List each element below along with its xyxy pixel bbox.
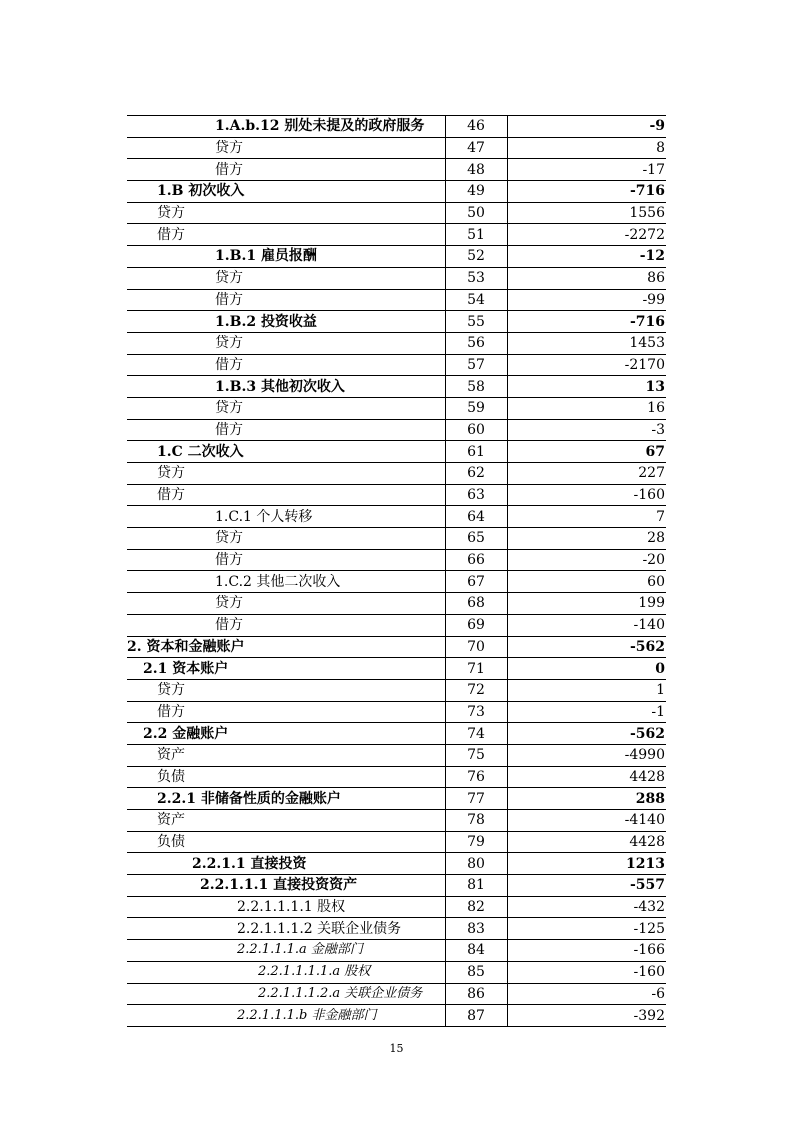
row-value: -4990 bbox=[507, 744, 666, 766]
table-row bbox=[127, 419, 666, 441]
row-line-number: 47 bbox=[445, 137, 507, 159]
row-line-number: 72 bbox=[445, 679, 507, 701]
table-row bbox=[127, 354, 666, 376]
row-label: 2.2.1.1.1.2.a 关联企业债务 bbox=[127, 983, 445, 1005]
row-value: 199 bbox=[507, 593, 666, 615]
row-line-number: 78 bbox=[445, 810, 507, 832]
row-label: 借方 bbox=[127, 701, 445, 723]
table-row bbox=[127, 181, 666, 203]
row-value: 0 bbox=[507, 658, 666, 680]
table-row bbox=[127, 614, 666, 636]
table-row bbox=[127, 506, 666, 528]
row-value: 67 bbox=[507, 441, 666, 463]
row-value: 7 bbox=[507, 506, 666, 528]
row-value: 16 bbox=[507, 397, 666, 419]
row-label: 1.C 二次收入 bbox=[127, 441, 445, 463]
row-value: -12 bbox=[507, 246, 666, 268]
row-label: 借方 bbox=[127, 419, 445, 441]
row-label: 2.2.1 非储备性质的金融账户 bbox=[127, 788, 445, 810]
table-row bbox=[127, 116, 666, 138]
table-row bbox=[127, 571, 666, 593]
table-row bbox=[127, 744, 666, 766]
table-row bbox=[127, 896, 666, 918]
table-row bbox=[127, 137, 666, 159]
table-row bbox=[127, 267, 666, 289]
row-value: -125 bbox=[507, 918, 666, 940]
row-line-number: 58 bbox=[445, 376, 507, 398]
row-value: 8 bbox=[507, 137, 666, 159]
row-label: 2.1 资本账户 bbox=[127, 658, 445, 680]
row-label: 2.2.1.1.1.b 非金融部门 bbox=[127, 1005, 445, 1027]
table-row bbox=[127, 397, 666, 419]
row-line-number: 82 bbox=[445, 896, 507, 918]
row-line-number: 57 bbox=[445, 354, 507, 376]
table-row bbox=[127, 766, 666, 788]
row-label: 1.A.b.12 别处未提及的政府服务 bbox=[127, 116, 445, 138]
row-line-number: 81 bbox=[445, 875, 507, 897]
row-value: -9 bbox=[507, 116, 666, 138]
row-line-number: 61 bbox=[445, 441, 507, 463]
row-line-number: 59 bbox=[445, 397, 507, 419]
page-number: 15 bbox=[389, 1042, 404, 1055]
table-row bbox=[127, 593, 666, 615]
row-value: -4140 bbox=[507, 810, 666, 832]
table-row bbox=[127, 853, 666, 875]
row-line-number: 67 bbox=[445, 571, 507, 593]
row-label: 1.B.2 投资收益 bbox=[127, 311, 445, 333]
row-label: 借方 bbox=[127, 484, 445, 506]
row-line-number: 50 bbox=[445, 202, 507, 224]
row-label: 2.2 金融账户 bbox=[127, 723, 445, 745]
row-line-number: 75 bbox=[445, 744, 507, 766]
table-body bbox=[127, 116, 666, 1027]
row-value: -562 bbox=[507, 723, 666, 745]
row-value: 4428 bbox=[507, 766, 666, 788]
row-value: -3 bbox=[507, 419, 666, 441]
row-line-number: 73 bbox=[445, 701, 507, 723]
table-row bbox=[127, 918, 666, 940]
row-line-number: 64 bbox=[445, 506, 507, 528]
table-row bbox=[127, 549, 666, 571]
row-label: 贷方 bbox=[127, 397, 445, 419]
row-value: -160 bbox=[507, 961, 666, 983]
table-row bbox=[127, 810, 666, 832]
row-label: 1.B.1 雇员报酬 bbox=[127, 246, 445, 268]
table-row bbox=[127, 376, 666, 398]
row-value: -6 bbox=[507, 983, 666, 1005]
row-value: 1453 bbox=[507, 332, 666, 354]
row-line-number: 80 bbox=[445, 853, 507, 875]
row-line-number: 85 bbox=[445, 961, 507, 983]
table-row bbox=[127, 202, 666, 224]
table-row bbox=[127, 875, 666, 897]
row-label: 借方 bbox=[127, 224, 445, 246]
row-line-number: 51 bbox=[445, 224, 507, 246]
row-value: -2170 bbox=[507, 354, 666, 376]
row-line-number: 83 bbox=[445, 918, 507, 940]
row-label: 贷方 bbox=[127, 267, 445, 289]
row-value: 288 bbox=[507, 788, 666, 810]
row-label: 1.C.1 个人转移 bbox=[127, 506, 445, 528]
row-line-number: 60 bbox=[445, 419, 507, 441]
table-row bbox=[127, 463, 666, 485]
row-line-number: 62 bbox=[445, 463, 507, 485]
row-value: -99 bbox=[507, 289, 666, 311]
row-label: 资产 bbox=[127, 810, 445, 832]
row-label: 1.C.2 其他二次收入 bbox=[127, 571, 445, 593]
table-row bbox=[127, 441, 666, 463]
row-line-number: 84 bbox=[445, 940, 507, 962]
row-label: 负债 bbox=[127, 766, 445, 788]
row-value: -557 bbox=[507, 875, 666, 897]
row-line-number: 46 bbox=[445, 116, 507, 138]
row-line-number: 66 bbox=[445, 549, 507, 571]
row-line-number: 53 bbox=[445, 267, 507, 289]
row-line-number: 63 bbox=[445, 484, 507, 506]
row-value: -160 bbox=[507, 484, 666, 506]
row-value: -392 bbox=[507, 1005, 666, 1027]
row-value: 86 bbox=[507, 267, 666, 289]
row-line-number: 65 bbox=[445, 528, 507, 550]
row-label: 2.2.1.1.1.1.a 股权 bbox=[127, 961, 445, 983]
row-line-number: 48 bbox=[445, 159, 507, 181]
table-row bbox=[127, 831, 666, 853]
table-row bbox=[127, 679, 666, 701]
row-label: 1.B 初次收入 bbox=[127, 181, 445, 203]
table-row bbox=[127, 701, 666, 723]
row-value: 4428 bbox=[507, 831, 666, 853]
row-value: -166 bbox=[507, 940, 666, 962]
row-line-number: 55 bbox=[445, 311, 507, 333]
row-line-number: 70 bbox=[445, 636, 507, 658]
table-row bbox=[127, 484, 666, 506]
row-label: 借方 bbox=[127, 549, 445, 571]
row-value: -20 bbox=[507, 549, 666, 571]
table-row bbox=[127, 224, 666, 246]
table-row bbox=[127, 983, 666, 1005]
row-line-number: 76 bbox=[445, 766, 507, 788]
row-value: -432 bbox=[507, 896, 666, 918]
row-value: -17 bbox=[507, 159, 666, 181]
row-value: -716 bbox=[507, 311, 666, 333]
row-line-number: 68 bbox=[445, 593, 507, 615]
row-line-number: 54 bbox=[445, 289, 507, 311]
table-row bbox=[127, 940, 666, 962]
row-label: 2.2.1.1.1.2 关联企业债务 bbox=[127, 918, 445, 940]
row-value: 1556 bbox=[507, 202, 666, 224]
row-value: 13 bbox=[507, 376, 666, 398]
row-label: 2.2.1.1.1.1 股权 bbox=[127, 896, 445, 918]
row-line-number: 86 bbox=[445, 983, 507, 1005]
row-line-number: 71 bbox=[445, 658, 507, 680]
row-value: 60 bbox=[507, 571, 666, 593]
row-label: 借方 bbox=[127, 614, 445, 636]
row-label: 2. 资本和金融账户 bbox=[127, 636, 445, 658]
row-label: 贷方 bbox=[127, 528, 445, 550]
row-label: 1.B.3 其他初次收入 bbox=[127, 376, 445, 398]
row-label: 贷方 bbox=[127, 679, 445, 701]
table-row bbox=[127, 658, 666, 680]
row-value: -1 bbox=[507, 701, 666, 723]
row-value: 1 bbox=[507, 679, 666, 701]
row-value: -2272 bbox=[507, 224, 666, 246]
row-label: 贷方 bbox=[127, 332, 445, 354]
table-row bbox=[127, 332, 666, 354]
row-value: 1213 bbox=[507, 853, 666, 875]
table-row bbox=[127, 961, 666, 983]
row-label: 贷方 bbox=[127, 202, 445, 224]
table-row bbox=[127, 528, 666, 550]
row-label: 2.2.1.1 直接投资 bbox=[127, 853, 445, 875]
row-label: 借方 bbox=[127, 159, 445, 181]
row-label: 贷方 bbox=[127, 137, 445, 159]
table-row bbox=[127, 289, 666, 311]
row-line-number: 79 bbox=[445, 831, 507, 853]
table-row bbox=[127, 1005, 666, 1027]
table-row bbox=[127, 311, 666, 333]
row-line-number: 56 bbox=[445, 332, 507, 354]
page-content bbox=[127, 115, 666, 1027]
row-line-number: 77 bbox=[445, 788, 507, 810]
row-value: 28 bbox=[507, 528, 666, 550]
row-line-number: 74 bbox=[445, 723, 507, 745]
row-label: 资产 bbox=[127, 744, 445, 766]
balance-of-payments-table bbox=[127, 115, 666, 1027]
row-label: 2.2.1.1.1.a 金融部门 bbox=[127, 940, 445, 962]
row-label: 贷方 bbox=[127, 593, 445, 615]
table-row bbox=[127, 788, 666, 810]
row-line-number: 52 bbox=[445, 246, 507, 268]
row-label: 贷方 bbox=[127, 463, 445, 485]
row-label: 借方 bbox=[127, 289, 445, 311]
row-line-number: 87 bbox=[445, 1005, 507, 1027]
row-line-number: 49 bbox=[445, 181, 507, 203]
table-row bbox=[127, 636, 666, 658]
row-value: -716 bbox=[507, 181, 666, 203]
row-value: -140 bbox=[507, 614, 666, 636]
row-line-number: 69 bbox=[445, 614, 507, 636]
row-label: 借方 bbox=[127, 354, 445, 376]
table-row bbox=[127, 723, 666, 745]
row-label: 负债 bbox=[127, 831, 445, 853]
row-label: 2.2.1.1.1 直接投资资产 bbox=[127, 875, 445, 897]
table-row bbox=[127, 246, 666, 268]
row-value: -562 bbox=[507, 636, 666, 658]
row-value: 227 bbox=[507, 463, 666, 485]
table-row bbox=[127, 159, 666, 181]
